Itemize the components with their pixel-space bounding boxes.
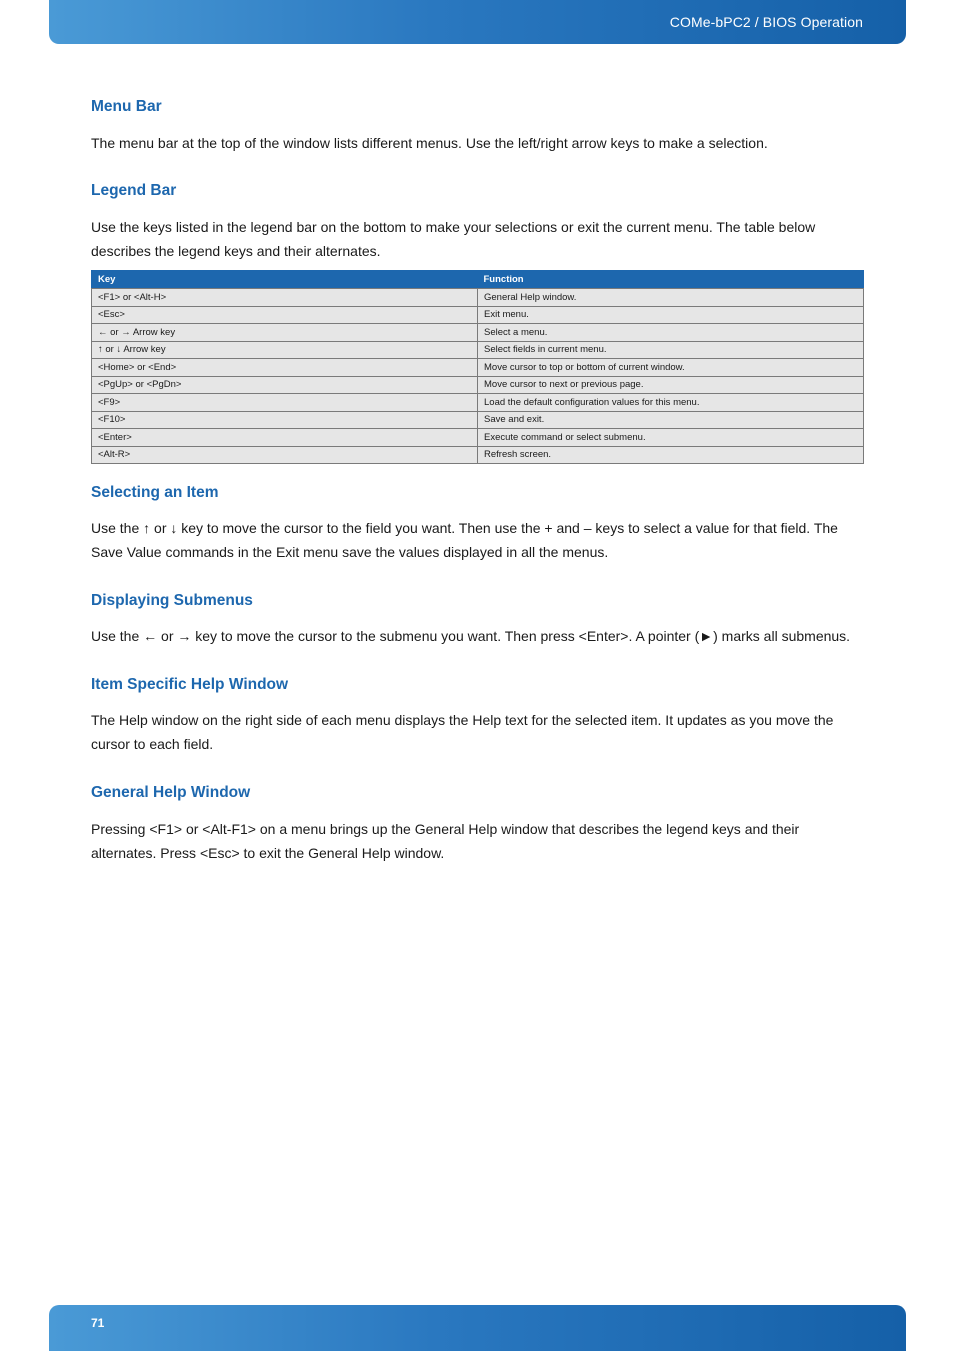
function-cell: Refresh screen.	[478, 446, 864, 464]
table-row	[92, 306, 864, 324]
key-cell: <Enter>	[92, 429, 478, 447]
table-row	[92, 394, 864, 412]
table-row	[92, 324, 864, 342]
document-title: COMe-bPC2 / BIOS Operation	[669, 14, 863, 30]
heading-legend-bar: Legend Bar	[91, 182, 177, 199]
key-cell: <Esc>	[92, 306, 478, 324]
table-row	[92, 376, 864, 394]
heading-displaying-submenus: Displaying Submenus	[91, 592, 253, 609]
key-cell: <PgUp> or <PgDn>	[92, 376, 478, 394]
table-header-row	[92, 271, 864, 289]
table-row	[92, 429, 864, 447]
paragraph-general-help: Pressing <F1> or <Alt-F1> on a menu brings up the General Help window that describes the legend keys and their alternates. Press <Esc> to exit the General Help window.	[91, 821, 800, 861]
paragraph-menu-bar: The menu bar at the top of the window lists different menus. Use the left/right arrow keys to make a selection.	[91, 135, 768, 151]
table-row	[92, 359, 864, 377]
paragraph-item-help: The Help window on the right side of each menu displays the Help text for the selected item. It updates as you move the cursor to each field.	[91, 712, 834, 752]
table-row	[92, 341, 864, 359]
footer-bar	[49, 1305, 906, 1351]
table-row	[92, 446, 864, 464]
key-cell: ↑ or ↓ Arrow key	[92, 341, 478, 359]
key-cell: <F10>	[92, 411, 478, 429]
heading-item-help: Item Specific Help Window	[91, 676, 289, 693]
header-bar	[49, 0, 906, 44]
function-cell: Select fields in current menu.	[478, 341, 864, 359]
paragraph-selecting-item: Use the ↑ or ↓ key to move the cursor to the field you want. Then use the + and – keys to select a value for that field. The Save Value commands in the Exit menu save the values displayed in all the menus.	[91, 520, 838, 560]
heading-menu-bar: Menu Bar	[91, 98, 162, 115]
function-cell: Save and exit.	[478, 411, 864, 429]
function-cell: Exit menu.	[478, 306, 864, 324]
page-number: 71	[91, 1316, 105, 1330]
table-row	[92, 289, 864, 307]
legend-keys-table	[91, 270, 864, 464]
function-cell: Execute command or select submenu.	[478, 429, 864, 447]
paragraph-legend-bar: Use the keys listed in the legend bar on the bottom to make your selections or exit the current menu. The table below describes the legend keys and their alternates.	[91, 219, 816, 259]
function-cell: Select a menu.	[478, 324, 864, 342]
table-row	[92, 411, 864, 429]
key-cell: ← or → Arrow key	[92, 324, 478, 342]
function-cell: Move cursor to top or bottom of current window.	[478, 359, 864, 377]
key-cell: <Home> or <End>	[92, 359, 478, 377]
function-cell: General Help window.	[478, 289, 864, 307]
heading-general-help: General Help Window	[91, 784, 251, 801]
key-cell: <F1> or <Alt-H>	[92, 289, 478, 307]
column-header-function: Function	[478, 271, 864, 289]
column-header-key: Key	[92, 271, 478, 289]
function-cell: Load the default configuration values for this menu.	[478, 394, 864, 412]
function-cell: Move cursor to next or previous page.	[478, 376, 864, 394]
heading-selecting-item: Selecting an Item	[91, 484, 219, 501]
key-cell: <Alt-R>	[92, 446, 478, 464]
paragraph-displaying-submenus: Use the ← or → key to move the cursor to the submenu you want. Then press <Enter>. A pointer (►) marks all submenus.	[91, 628, 851, 644]
key-cell: <F9>	[92, 394, 478, 412]
